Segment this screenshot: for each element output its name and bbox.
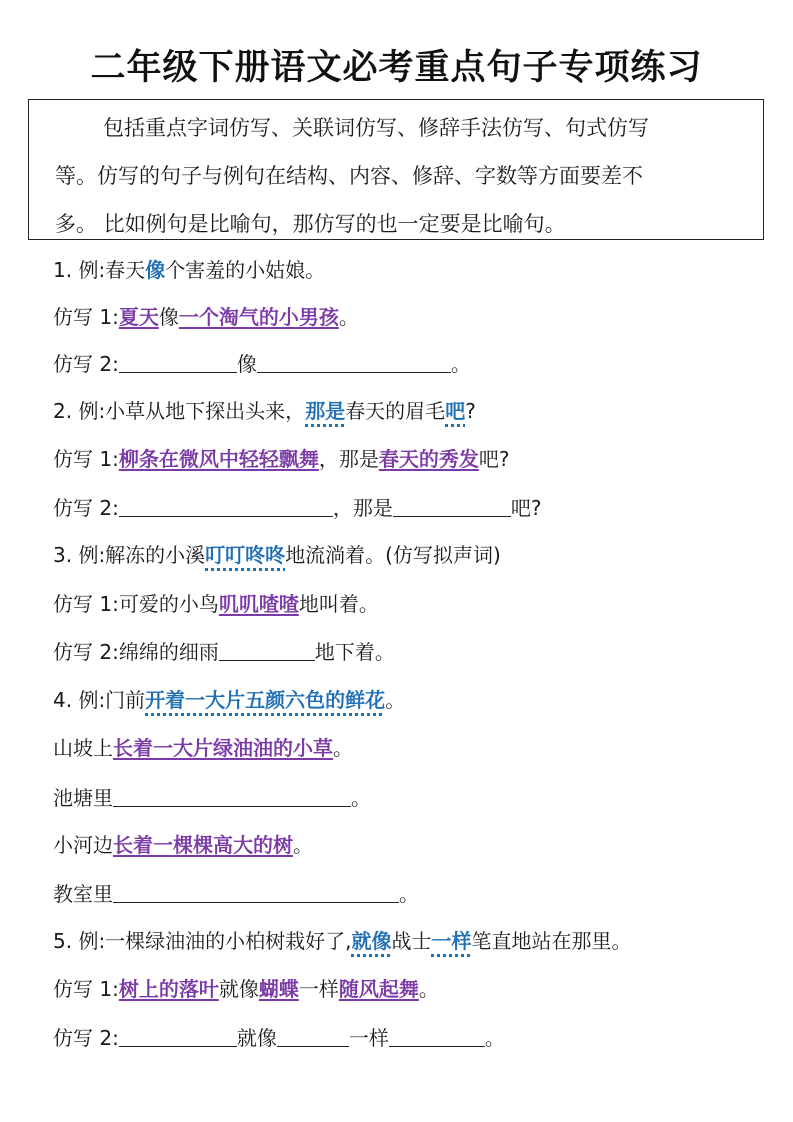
q1-f1-answer-b: 一个淘气的小男孩	[178, 305, 339, 329]
intro-line-3: 多。 比如例句是比喻句，那仿写的也一定要是比喻句。	[55, 212, 566, 236]
q2-f1-answer-a: 柳条在微风中轻轻飘舞	[118, 447, 319, 471]
q3-imitation-2	[53, 638, 395, 666]
q5-f2-blank-2[interactable]	[277, 1026, 349, 1047]
q5-example-text: 5. 例:一棵绿油油的小柏树栽好了,	[53, 929, 352, 953]
q5-f1-answer-b: 蝴蝶	[258, 977, 299, 1001]
q3-imitation-1	[53, 590, 379, 618]
q5-example	[53, 927, 632, 955]
q5-f2-label: 仿写 2:	[53, 1026, 119, 1050]
q5-f1-label: 仿写 1:	[53, 977, 119, 1001]
q2-f2-blank-1[interactable]	[119, 496, 333, 517]
q2-f2-label: 仿写 2:	[53, 496, 119, 520]
q3-example-rest: 地流淌着。(仿写拟声词)	[285, 543, 501, 567]
intro-line-2: 等。仿写的句子与例句在结构、内容、修辞、字数等方面要差不	[55, 164, 643, 188]
q1-example-text: 1. 例:春天	[53, 258, 146, 282]
q3-example-text: 3. 例:解冻的小溪	[53, 543, 206, 567]
q4-sentence-3	[53, 831, 313, 859]
q4-example-keyword: 开着一大片五颜六色的鲜花	[145, 688, 386, 712]
q4-s2-blank[interactable]	[113, 786, 351, 807]
q5-example-keyword-1: 就像	[351, 929, 392, 953]
q2-f2-end: 吧?	[510, 496, 542, 520]
q4-example-text: 4. 例:门前	[53, 688, 146, 712]
q4-s2-label: 池塘里	[53, 786, 113, 810]
q4-s2-end: 。	[351, 786, 371, 810]
q5-imitation-1	[53, 975, 439, 1003]
q1-f1-label: 仿写 1:	[53, 305, 119, 329]
q2-f2-mid: ，那是	[332, 496, 393, 520]
q5-example-end: 笔直地站在那里。	[471, 929, 632, 953]
q3-example-keyword: 叮叮咚咚	[205, 543, 286, 567]
q2-example-text: 2. 例:小草从地下探出头来，	[53, 399, 306, 423]
q1-f1-end: 。	[338, 305, 359, 329]
q3-f1-label: 仿写 1:可爱的小鸟	[53, 592, 219, 616]
q4-s1-label: 山坡上	[53, 736, 113, 760]
q5-f1-mid: 就像	[218, 977, 259, 1001]
q4-s4-label: 教室里	[53, 882, 113, 906]
q2-example-end: ?	[465, 399, 476, 423]
q4-sentence-2	[53, 784, 371, 812]
q2-f1-label: 仿写 1:	[53, 447, 119, 471]
q5-example-mid: 战士	[391, 929, 432, 953]
q3-f2-end: 地下着。	[314, 640, 395, 664]
q2-imitation-1	[53, 445, 509, 473]
q2-f1-end: 吧?	[478, 447, 510, 471]
q2-f1-mid: ，那是	[318, 447, 379, 471]
q5-f2-end: 。	[484, 1026, 505, 1050]
q5-f2-blank-3[interactable]	[389, 1026, 485, 1047]
q5-f1-mid-2: 一样	[298, 977, 339, 1001]
q4-s4-end: 。	[399, 882, 419, 906]
q1-f2-blank-1[interactable]	[119, 352, 237, 373]
q1-f2-label: 仿写 2:	[53, 352, 119, 376]
q5-f2-mid: 就像	[236, 1026, 277, 1050]
q1-imitation-1	[53, 303, 359, 331]
q4-s3-end: 。	[293, 833, 313, 857]
q4-s3-label: 小河边	[53, 833, 113, 857]
q1-f1-mid: 像	[158, 305, 179, 329]
q3-f1-end: 地叫着。	[298, 592, 379, 616]
q1-example-rest: 个害羞的小姑娘。	[165, 258, 326, 282]
q2-example-keyword-2: 吧	[445, 399, 466, 423]
q2-f1-answer-b: 春天的秀发	[378, 447, 479, 471]
q1-example	[53, 256, 325, 284]
q4-sentence-1	[53, 734, 353, 762]
q5-f2-mid-2: 一样	[348, 1026, 389, 1050]
q1-example-keyword: 像	[145, 258, 166, 282]
q1-f2-blank-2[interactable]	[257, 352, 451, 373]
q4-example-end: 。	[385, 688, 406, 712]
q2-example	[53, 397, 476, 425]
q2-imitation-2	[53, 494, 541, 522]
q1-f2-end: 。	[450, 352, 471, 376]
q3-f2-label: 仿写 2:绵绵的细雨	[53, 640, 219, 664]
q5-f1-answer-c: 随风起舞	[338, 977, 419, 1001]
q5-imitation-2	[53, 1024, 505, 1052]
q5-example-keyword-2: 一样	[431, 929, 472, 953]
q5-f2-blank-1[interactable]	[119, 1026, 237, 1047]
q4-s1-end: 。	[333, 736, 353, 760]
q1-f1-answer-a: 夏天	[118, 305, 159, 329]
q2-example-keyword-1: 那是	[305, 399, 346, 423]
q1-imitation-2	[53, 350, 471, 378]
q2-f2-blank-2[interactable]	[393, 496, 511, 517]
q4-s3-answer: 长着一棵棵高大的树	[113, 833, 293, 857]
page-title: 二年级下册语文必考重点句子专项练习	[90, 48, 703, 88]
q3-f2-blank[interactable]	[219, 640, 315, 661]
q3-example	[53, 541, 501, 569]
q4-s1-answer: 长着一大片绿油油的小草	[113, 736, 333, 760]
intro-line-1: 包括重点字词仿写、关联词仿写、修辞手法仿写、句式仿写	[103, 116, 649, 140]
q5-f1-end: 。	[418, 977, 439, 1001]
q3-f1-answer: 叽叽喳喳	[218, 592, 299, 616]
q2-example-mid: 春天的眉毛	[345, 399, 446, 423]
q1-f2-mid: 像	[236, 352, 257, 376]
q4-example	[53, 686, 405, 714]
q5-f1-answer-a: 树上的落叶	[118, 977, 219, 1001]
q4-sentence-4	[53, 880, 419, 908]
intro-box	[28, 99, 764, 240]
q4-s4-blank[interactable]	[113, 882, 399, 903]
